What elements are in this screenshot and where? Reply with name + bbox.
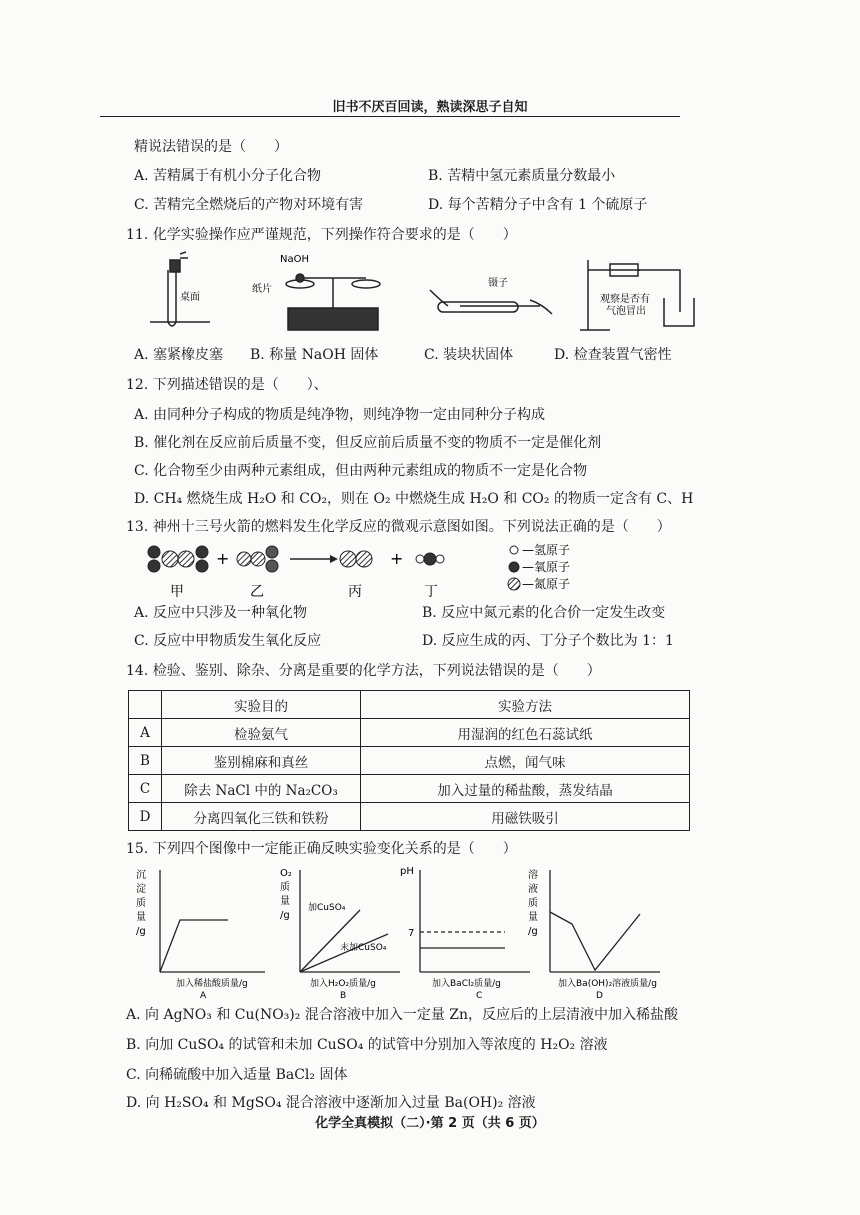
q11-label-zhipian: 纸片 (252, 284, 272, 295)
q12-option-a: A. 由同种分子构成的物质是纯净物，则纯净物一定由同种分子构成 (134, 407, 546, 423)
table-cell: 除去 NaCl 中的 Na₂CO₃ (162, 775, 361, 803)
graph-b-xlabel: 加入H₂O₂质量/g (310, 979, 376, 989)
graph-b-curve-label: 未加CuSO₄ (340, 943, 387, 953)
table-row (129, 803, 690, 831)
graph-a-ylabel: 量 (136, 912, 146, 923)
table-cell: 用磁铁吸引 (361, 803, 690, 831)
table-cell: A (129, 719, 162, 747)
q11-label-bubble: 观察是否有 (600, 294, 650, 305)
graph-a-ylabel: /g (136, 926, 146, 937)
graph-b-ylabel: 质 (280, 882, 290, 893)
q11-option-c: C. 装块状固体 (424, 347, 514, 363)
graph-c-tag: C (476, 991, 483, 1000)
q12-option-c: C. 化合物至少由两种元素组成，但由两种元素组成的物质不一定是化合物 (134, 463, 588, 479)
graph-d-ylabel: 溶 (528, 870, 538, 881)
q11-figure-c (430, 290, 552, 314)
q13-option-b: B. 反应中氮元素的化合价一定发生改变 (422, 605, 666, 621)
q11-label-bubble2: 气泡冒出 (606, 306, 646, 317)
table-cell: 检验氨气 (162, 719, 361, 747)
graph-a-ylabel: 质 (136, 898, 146, 909)
q12-stem: 12. 下列描述错误的是（ ）、 (126, 377, 328, 393)
table-header-cell: 实验目的 (162, 691, 361, 719)
table-row (129, 719, 690, 747)
q11-label-naoh: NaOH (280, 254, 309, 265)
legend-o: —氧原子 (522, 560, 571, 574)
q15-option-a: A. 向 AgNO₃ 和 Cu(NO₃)₂ 混合溶液中加入一定量 Zn，反应后的上层清液中加入稀盐酸 (126, 1007, 679, 1023)
molecule-bing (340, 551, 372, 567)
page-header-motto: 旧书不厌百回读，熟读深思子自知 (332, 100, 528, 115)
graph-c (420, 870, 530, 972)
q13-stem: 13. 神州十三号火箭的燃料发生化学反应的微观示意图如图。下列说法正确的是（ ） (126, 519, 671, 535)
table-cell: 分离四氧化三铁和铁粉 (162, 803, 361, 831)
q13-reaction-diagram (140, 540, 700, 600)
plus-2: + (390, 549, 404, 568)
q14-stem: 14. 检验、鉴别、除杂、分离是重要的化学方法，下列说法错误的是（ ） (126, 663, 601, 679)
atom-legend (508, 546, 520, 590)
graph-c-tick: 7 (408, 928, 415, 939)
table-cell: C (129, 775, 162, 803)
graph-a-ylabel: 沉 (136, 870, 146, 881)
q13-option-c: C. 反应中甲物质发生氧化反应 (134, 633, 322, 649)
q13-option-a: A. 反应中只涉及一种氧化物 (134, 605, 308, 621)
graph-c-xlabel: 加入BaCl₂质量/g (432, 979, 501, 989)
species-jia: 甲 (170, 584, 184, 600)
page-footer: 化学全真模拟（二）·第 2 页（共 6 页） (315, 1116, 545, 1131)
q11-figure-a (150, 252, 210, 326)
graph-b-ylabel: 量 (280, 896, 290, 907)
legend-h: —氢原子 (522, 543, 571, 557)
graph-d-ylabel: 质 (528, 898, 538, 909)
q11-figure-b (286, 274, 380, 330)
graph-d (550, 870, 660, 972)
graph-c-ylabel: pH (400, 866, 414, 877)
q15-stem: 15. 下列四个图像中一定能正确反映实验变化关系的是（ ） (126, 841, 517, 857)
graph-b-tag: B (340, 991, 347, 1000)
q13-option-d: D. 反应生成的丙、丁分子个数比为 1：1 (422, 633, 674, 649)
table-header-row (129, 691, 690, 719)
graph-d-ylabel: /g (528, 926, 538, 937)
graph-d-ylabel: 量 (528, 912, 538, 923)
q10-stem-tail: 精说法错误的是（ ） (134, 139, 288, 155)
q11-option-a: A. 塞紧橡皮塞 (134, 347, 224, 363)
graph-b-curve-label: 加CuSO₄ (308, 903, 346, 913)
q10-option-a: A. 苦精属于有机小分子化合物 (134, 168, 322, 184)
table-header-cell (129, 691, 162, 719)
molecule-jia (148, 546, 208, 572)
graph-b-ylabel: O₂ (280, 868, 292, 879)
table-cell: 鉴别棉麻和真丝 (162, 747, 361, 775)
q15-option-b: B. 向加 CuSO₄ 的试管和未加 CuSO₄ 的试管中分别加入等浓度的 H₂O₂ 溶液 (126, 1037, 608, 1053)
graph-a (160, 870, 265, 972)
q12-option-d: D. CH₄ 燃烧生成 H₂O 和 CO₂，则在 O₂ 中燃烧生成 H₂O 和 CO₂ 的物质一定含有 C、H (134, 491, 694, 507)
table-row (129, 775, 690, 803)
graph-a-ylabel: 淀 (136, 884, 146, 895)
table-cell: 用湿润的红色石蕊试纸 (361, 719, 690, 747)
q12-option-b: B. 催化剂在反应前后质量不变，但反应前后质量不变的物质不一定是催化剂 (134, 435, 602, 451)
table-cell: 点燃，闻气味 (361, 747, 690, 775)
legend-n: —氮原子 (522, 577, 571, 591)
table-cell: 加入过量的稀盐酸，蒸发结晶 (361, 775, 690, 803)
graph-d-xlabel: 加入Ba(OH)₂溶液质量/g (558, 979, 657, 989)
q15-option-c: C. 向稀硫酸中加入适量 BaCl₂ 固体 (126, 1067, 348, 1083)
q10-option-d: D. 每个苦精分子中含有 1 个硫原子 (428, 197, 648, 213)
species-yi: 乙 (250, 584, 264, 600)
q14-table (128, 690, 690, 831)
graph-b (300, 870, 400, 972)
graph-d-tag: D (596, 991, 603, 1000)
q15-graphs (130, 860, 690, 1000)
graph-b-ylabel: /g (280, 910, 290, 921)
q11-stem: 11. 化学实验操作应严谨规范，下列操作符合要求的是（ ） (126, 227, 517, 243)
graph-a-xlabel: 加入稀盐酸质量/g (176, 979, 248, 989)
header-rule (100, 116, 680, 117)
table-cell: B (129, 747, 162, 775)
plus-1: + (216, 549, 230, 568)
q10-option-c: C. 苦精完全燃烧后的产物对环境有害 (134, 197, 364, 213)
q11-label-niezi: 镊子 (488, 278, 508, 289)
species-ding: 丁 (424, 584, 438, 600)
q11-apparatus-figure (140, 250, 700, 340)
graph-d-ylabel: 液 (528, 884, 538, 895)
q11-option-d: D. 检查装置气密性 (554, 347, 672, 363)
molecule-ding (416, 553, 444, 565)
q11-label-zhuomian: 桌面 (180, 292, 200, 303)
q10-option-b: B. 苦精中氢元素质量分数最小 (428, 168, 616, 184)
molecule-yi (237, 546, 278, 572)
table-row (129, 747, 690, 775)
table-cell: D (129, 803, 162, 831)
graph-a-tag: A (200, 991, 207, 1000)
q11-option-b: B. 称量 NaOH 固体 (250, 347, 379, 363)
species-bing: 丙 (348, 584, 362, 600)
table-header-cell: 实验方法 (361, 691, 690, 719)
q15-option-d: D. 向 H₂SO₄ 和 MgSO₄ 混合溶液中逐渐加入过量 Ba(OH)₂ 溶液 (126, 1095, 536, 1111)
